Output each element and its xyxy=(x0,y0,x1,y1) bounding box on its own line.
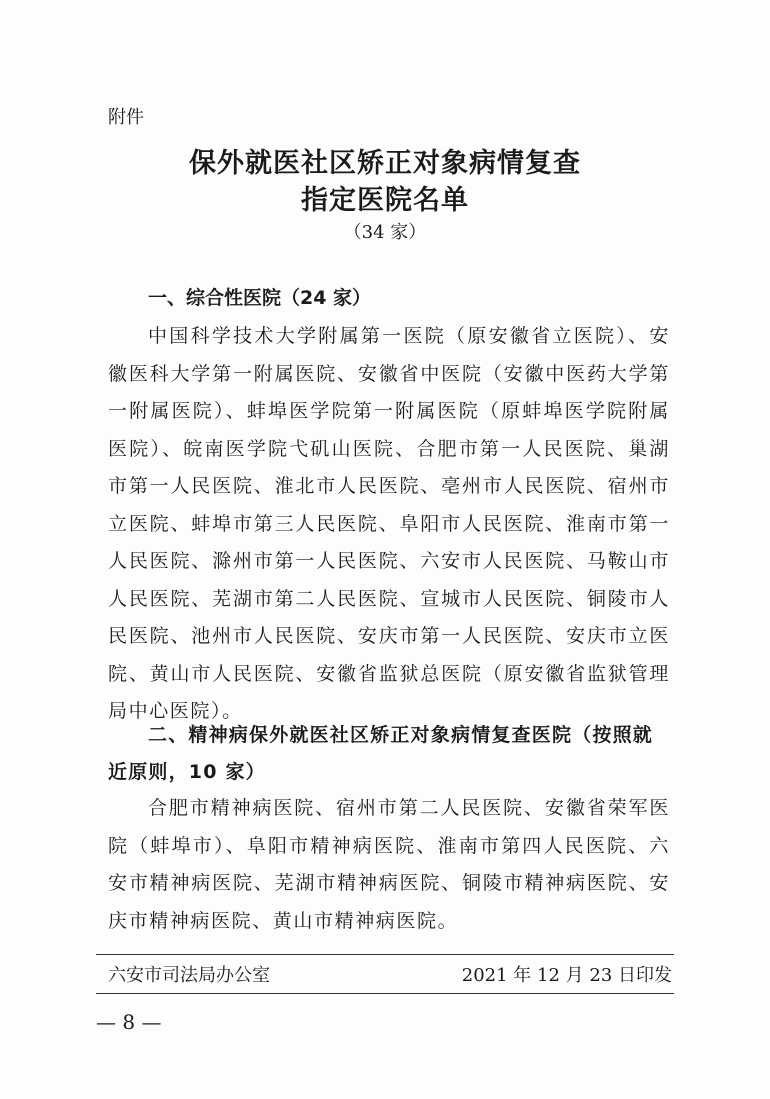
footer-bottom-rule xyxy=(96,993,674,994)
section-heading-general-hospitals: 一、综合性医院（24 家） xyxy=(148,287,372,309)
document-title-line-2: 指定医院名单 xyxy=(301,185,469,216)
hospital-total-count: （34 家） xyxy=(343,222,427,243)
section-body-psychiatric-hospitals: 合肥市精神病医院、宿州市第二人民医院、安徽省荣军医院（蚌埠市）、阜阳市精神病医院、淮南市第四人民医院、六安市精神病医院、芜湖市精神病医院、铜陵市精神病医院、安庆市精神病医院、黄山市精神病医院。 xyxy=(108,797,670,932)
footer-issue-date: 2021 年 12 月 23 日印发 xyxy=(461,965,672,986)
document-title-line-1: 保外就医社区矫正对象病情复查 xyxy=(189,148,581,179)
page-number: — 8 — xyxy=(96,1010,162,1034)
footer-top-rule xyxy=(96,954,674,955)
section-body-general-hospitals: 中国科学技术大学附属第一医院（原安徽省立医院）、安徽医科大学第一附属医院、安徽省中医院（安徽中医药大学第一附属医院）、蚌埠医学院第一附属医院（原蚌埠医学院附属医院）、皖南医学院弋矶山医院、合肥市第一人民医院、巢湖市第一人民医院、淮北市人民医院、亳州市人民医院、宿州市立医院、蚌埠市第三人民医院、阜阳市人民医院、淮南市第一人民医院、滁州市第一人民医院、六安市人民医院、马鞍山市人民医院、芜湖市第二人民医院、宣城市人民医院、铜陵市人民医院、池州市人民医院、安庆市第一人民医院、安庆市立医院、黄山市人民医院、安徽省监狱总医院（原安徽省监狱管理局中心医院）。 xyxy=(108,325,670,722)
section-heading-psychiatric-hospitals: 二、精神病保外就医社区矫正对象病情复查医院（按照就近原则，10 家） xyxy=(108,724,654,783)
footer-issuer: 六安市司法局办公室 xyxy=(108,965,270,986)
attachment-label: 附件 xyxy=(108,107,144,128)
